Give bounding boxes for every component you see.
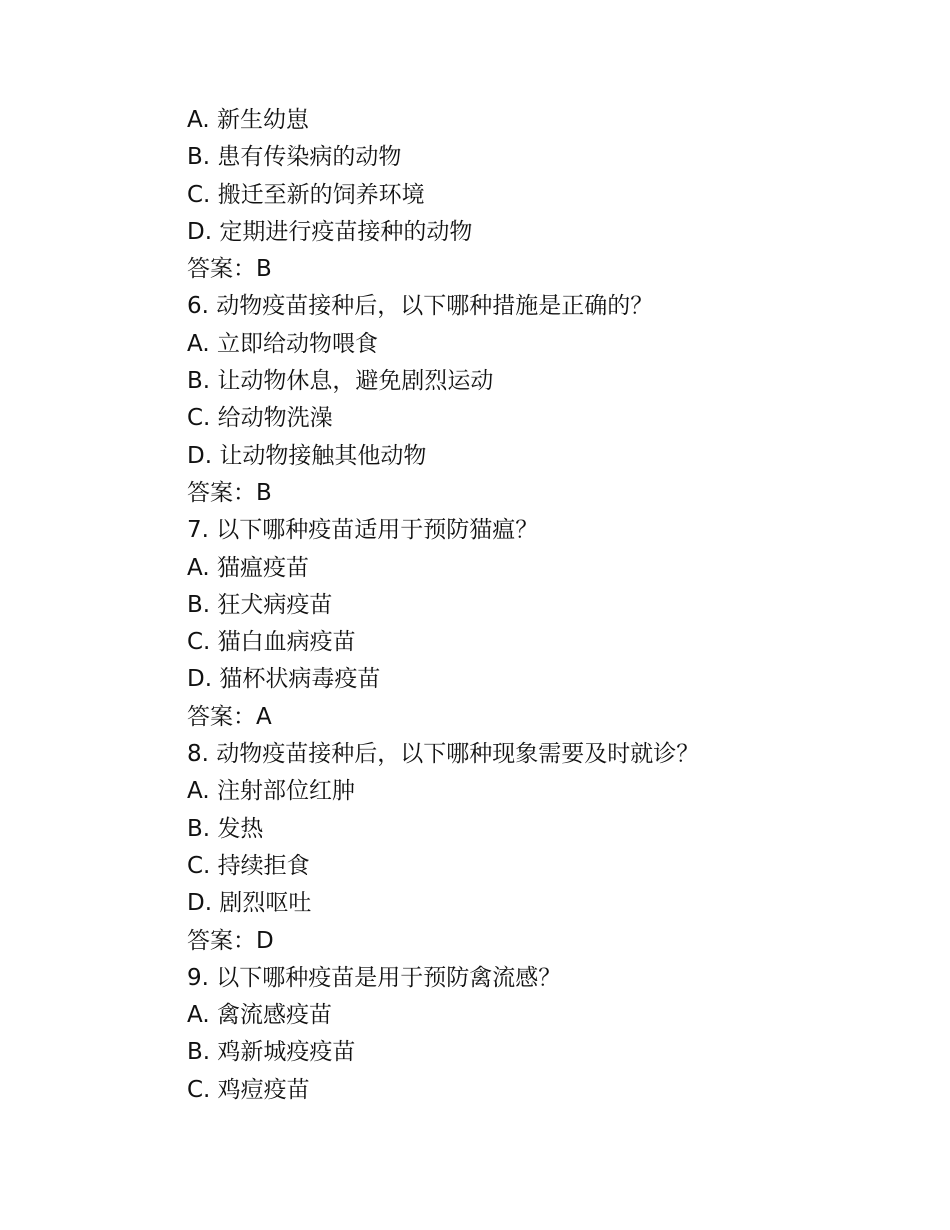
option-line: A. 注射部位红肿 — [187, 778, 355, 805]
option-line: B. 狂犬病疫苗 — [187, 591, 333, 618]
question-line: 8. 动物疫苗接种后，以下哪种现象需要及时就诊？ — [187, 741, 700, 768]
option-line: A. 禽流感疫苗 — [187, 1002, 332, 1029]
option-line: B. 患有传染病的动物 — [187, 144, 402, 171]
option-line: B. 发热 — [187, 815, 264, 842]
question-line: 7. 以下哪种疫苗适用于预防猫瘟？ — [187, 517, 539, 544]
option-line: B. 鸡新城疫疫苗 — [187, 1039, 356, 1066]
option-line: A. 猫瘟疫苗 — [187, 554, 309, 581]
option-line: D. 猫杯状病毒疫苗 — [187, 666, 381, 693]
question-line: 6. 动物疫苗接种后，以下哪种措施是正确的？ — [187, 293, 654, 320]
option-line: A. 立即给动物喂食 — [187, 330, 378, 357]
option-line: C. 搬迁至新的饲养环境 — [187, 181, 425, 208]
document-body — [187, 102, 867, 1109]
answer-line: 答案：B — [187, 256, 272, 283]
answer-line: 答案：A — [187, 703, 272, 730]
option-line: C. 给动物洗澡 — [187, 405, 333, 432]
option-line: D. 剧烈呕吐 — [187, 890, 312, 917]
option-line: A. 新生幼崽 — [187, 107, 309, 133]
answer-line: 答案：D — [187, 927, 274, 954]
option-line: C. 鸡痘疫苗 — [187, 1076, 310, 1103]
option-line: D. 让动物接触其他动物 — [187, 442, 427, 469]
answer-line: 答案：B — [187, 479, 272, 506]
option-line: C. 猫白血病疫苗 — [187, 629, 356, 656]
option-line: C. 持续拒食 — [187, 852, 310, 879]
option-line: B. 让动物休息，避免剧烈运动 — [187, 368, 494, 395]
option-line: D. 定期进行疫苗接种的动物 — [187, 218, 473, 245]
question-line: 9. 以下哪种疫苗是用于预防禽流感？ — [187, 964, 562, 991]
